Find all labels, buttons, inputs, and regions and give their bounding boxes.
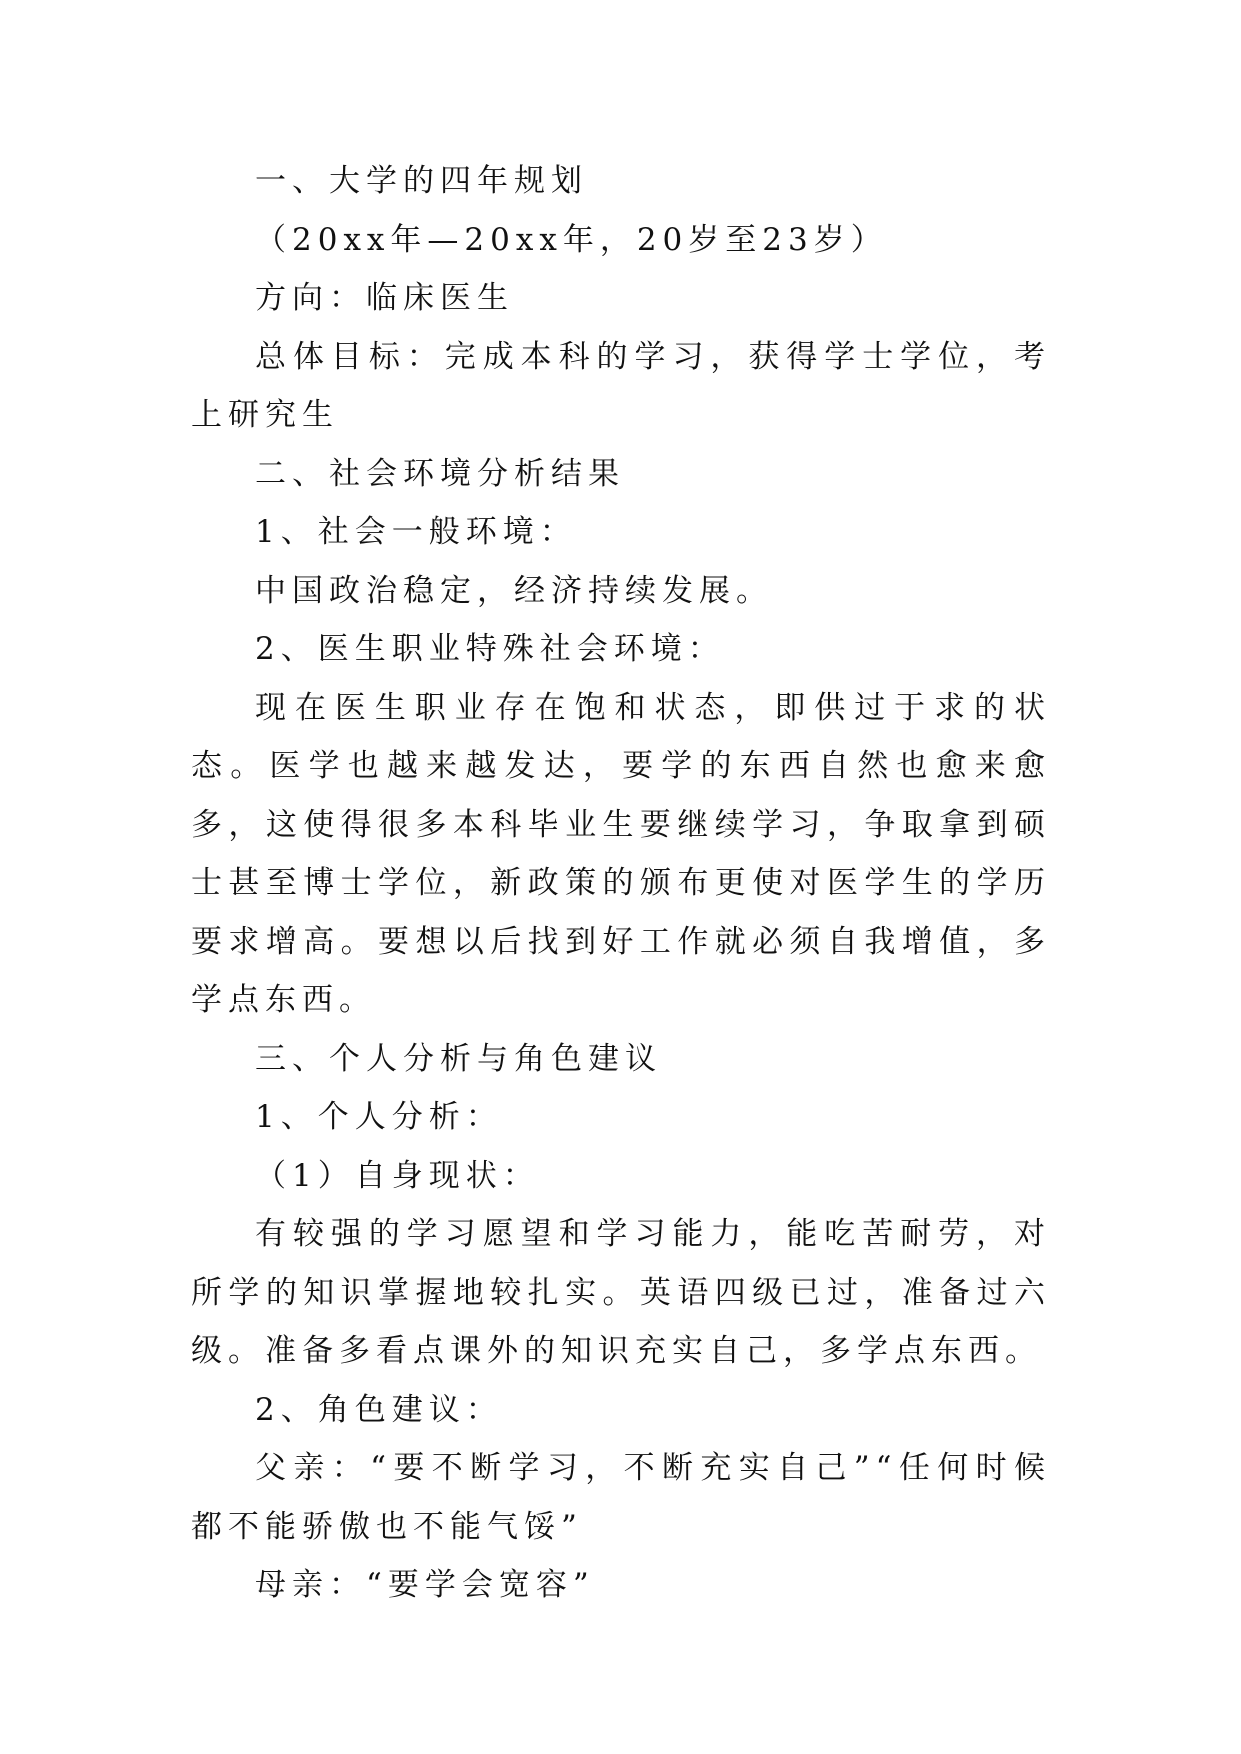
subheading-doctor-environment: 2、医生职业特殊社会环境： [255, 631, 725, 667]
overall-goal: 总体目标：完成本科的学习，获得学士学位，考上研究生 [191, 338, 1051, 433]
father-advice: 父亲：“要不断学习，不断充实自己”“任何时候都不能骄傲也不能气馁” [191, 1450, 1051, 1545]
subheading-current-status: （1）自身现状： [255, 1157, 540, 1194]
current-status-text: 有较强的学习愿望和学习能力，能吃苦耐劳，对所学的知识掌握地较扎实。英语四级已过，准备过六级。准备多看点课外的知识充实自己，多学点东西。 [191, 1216, 1051, 1369]
mother-advice: 母亲：“要学会宽容” [255, 1567, 595, 1603]
heading-four-year-plan: 一、大学的四年规划 [255, 163, 588, 199]
direction-line: 方向：临床医生 [255, 280, 514, 316]
subheading-role-advice: 2、角色建议： [255, 1391, 503, 1428]
heading-personal-analysis: 三、个人分析与角色建议 [255, 1040, 662, 1077]
doctor-environment-text: 现在医生职业存在饱和状态，即供过于求的状态。医学也越来越发达，要学的东西自然也愈来愈多，这使得很多本科毕业生要继续学习，争取拿到硕士甚至博士学位，新政策的颁布更使对医学生的学历要求增高。要想以后找到好工作就必须自我增值，多学点东西。 [191, 689, 1051, 1018]
subheading-personal-analysis: 1、个人分析： [255, 1099, 503, 1135]
plan-period: （20xx年—20xx年，20岁至23岁） [255, 221, 888, 258]
general-environment-text: 中国政治稳定，经济持续发展。 [255, 572, 773, 609]
heading-social-environment: 二、社会环境分析结果 [255, 455, 625, 492]
subheading-general-environment: 1、社会一般环境： [255, 514, 577, 550]
document-body [191, 152, 1051, 1615]
